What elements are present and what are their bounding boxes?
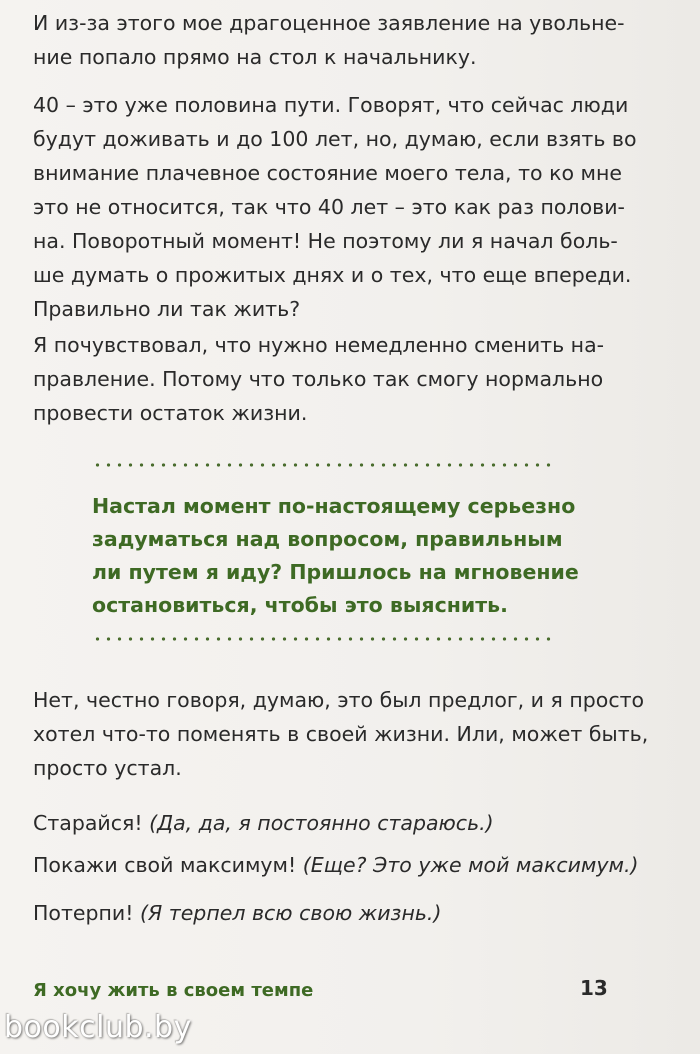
- text-line: Нет, честно говоря, думаю, это был предлог, и я просто: [33, 688, 645, 712]
- text-line: Правильно ли так жить?: [33, 297, 301, 321]
- text-line: внимание плачевное состояние моего тела, то ко мне: [33, 161, 623, 185]
- dialog-aside: (Да, да, я постоянно стараюсь.): [149, 811, 494, 835]
- running-footer-title: Я хочу жить в своем темпе: [33, 980, 314, 1001]
- text-line: И из-за этого мое драгоценное заявление на увольне-: [33, 11, 625, 35]
- quote-line: задуматься над вопросом, правильным: [92, 527, 563, 551]
- dialog-line-2: [33, 848, 639, 882]
- watermark-logo: bookclub.by: [4, 1010, 192, 1045]
- paragraph-3: [33, 328, 633, 430]
- text-line: будут доживать и до 100 лет, но, думаю, если взять во: [33, 127, 637, 151]
- text-line: правление. Потому что только так смогу нормально: [33, 367, 604, 391]
- text-line: ние попало прямо на стол к начальнику.: [33, 45, 477, 69]
- dialog-line-3: [33, 896, 441, 930]
- paragraph-1: [33, 6, 633, 74]
- text-line: на. Поворотный момент! Не поэтому ли я начал боль-: [33, 229, 618, 253]
- text-line: просто устал.: [33, 756, 182, 780]
- text-line: провести остаток жизни.: [33, 401, 308, 425]
- dialog-exclamation: Потерпи!: [33, 901, 134, 925]
- quote-line: Настал момент по-настоящему серьезно: [92, 494, 576, 518]
- paragraph-2: [33, 88, 637, 326]
- quote-divider-bottom: [92, 637, 554, 641]
- quote-divider-top: [92, 463, 554, 467]
- dialog-aside: (Еще? Это уже мой максимум.): [302, 853, 639, 877]
- text-line: это не относится, так что 40 лет – это как раз полови-: [33, 195, 625, 219]
- text-line: хотел что-то поменять в своей жизни. Или, может быть,: [33, 722, 649, 746]
- dialog-exclamation: Покажи свой максимум!: [33, 853, 297, 877]
- pull-quote: [92, 490, 592, 622]
- dialog-aside: (Я терпел всю свою жизнь.): [140, 901, 442, 925]
- dialog-line-1: [33, 806, 494, 840]
- dialog-exclamation: Старайся!: [33, 811, 143, 835]
- quote-line: остановиться, чтобы это выяснить.: [92, 593, 508, 617]
- text-line: ше думать о прожитых днях и о тех, что еще впереди.: [33, 263, 632, 287]
- paragraph-4: [33, 683, 649, 785]
- page-number: 13: [580, 976, 608, 1000]
- text-line: Я почувствовал, что нужно немедленно сменить на-: [33, 333, 605, 357]
- text-line: 40 – это уже половина пути. Говорят, что сейчас люди: [33, 93, 629, 117]
- quote-line: ли путем я иду? Пришлось на мгновение: [92, 560, 579, 584]
